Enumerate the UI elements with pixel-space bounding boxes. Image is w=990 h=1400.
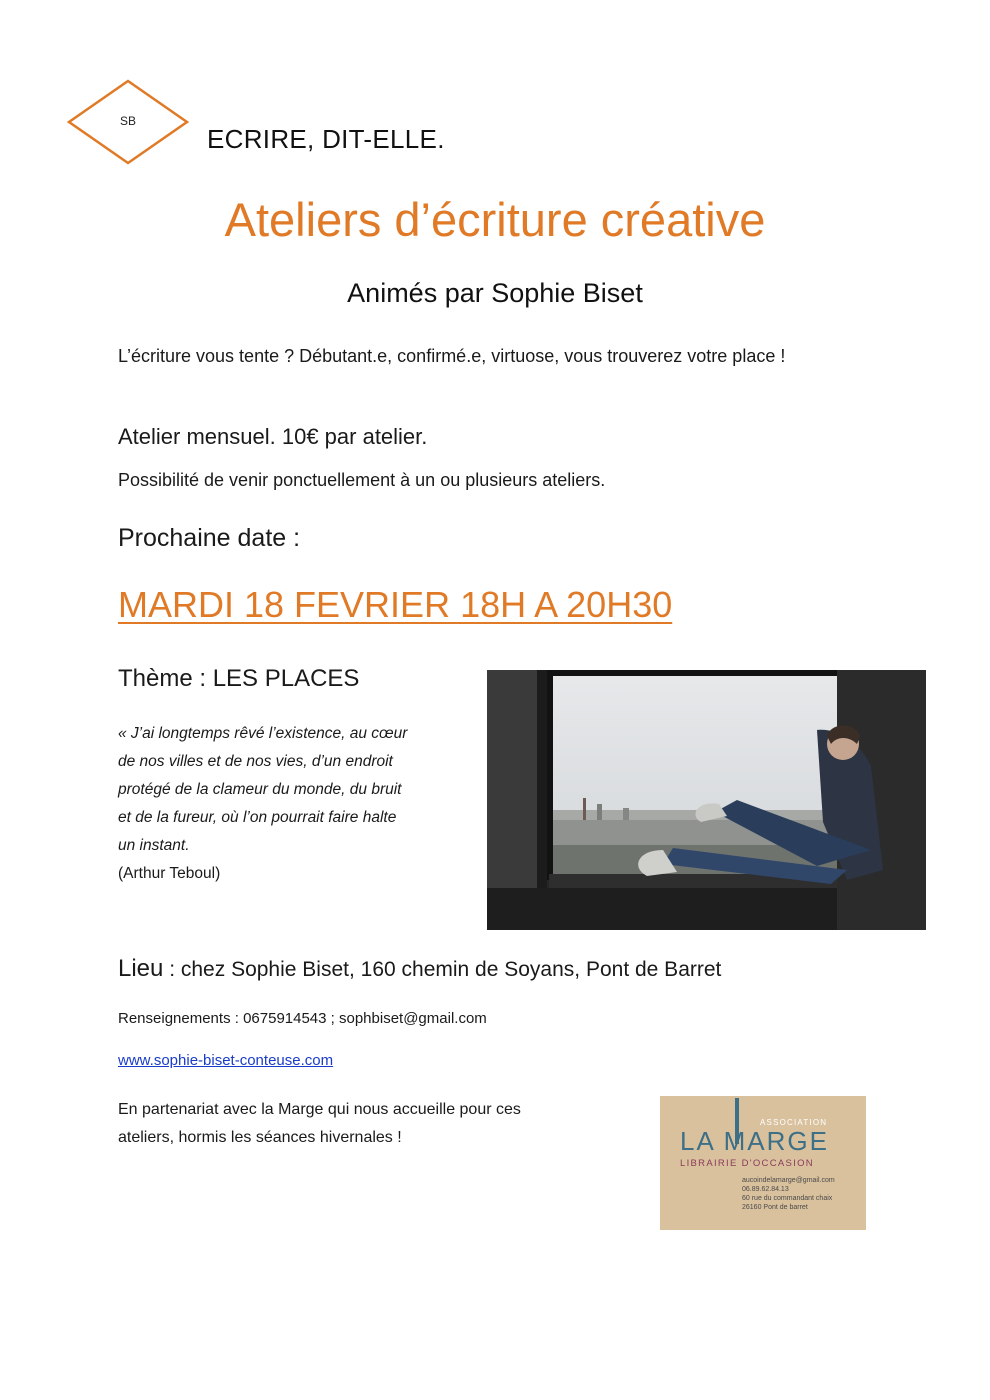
marge-name: LA MARGE <box>680 1126 829 1156</box>
partner-note <box>118 1096 618 1152</box>
quote-line: de nos villes et de nos vies, d’un endroit <box>118 753 393 770</box>
partner-line: En partenariat avec la Marge qui nous accueille pour ces <box>118 1101 521 1118</box>
website-link[interactable]: www.sophie-biset-conteuse.com <box>118 1052 334 1069</box>
marge-info-line: aucoindelamarge@gmail.com <box>742 1177 835 1184</box>
frequency-price: Atelier mensuel. 10€ par atelier. <box>118 424 428 449</box>
contact-info: Renseignements : 0675914543 ; sophbiset@gmail.com <box>118 1010 487 1027</box>
subtitle: Animés par Sophie Biset <box>347 278 643 308</box>
location <box>118 955 721 983</box>
quote-line: « J’ai longtemps rêvé l’existence, au cœur <box>118 725 408 742</box>
marge-info-line: 26160 Pont de barret <box>742 1204 808 1211</box>
quote-line: protégé de la clameur du monde, du bruit <box>118 781 402 798</box>
marge-info-line: 60 rue du commandant chaix <box>742 1195 833 1202</box>
location-address: : chez Sophie Biset, 160 chemin de Soyans, Pont de Barret <box>163 958 722 981</box>
marge-association: ASSOCIATION <box>760 1118 828 1127</box>
page-title: Ateliers d’écriture créative <box>224 193 766 246</box>
next-date-label: Prochaine date : <box>118 524 301 552</box>
marge-shop: LIBRAIRIE D'OCCASION <box>680 1158 814 1169</box>
marge-info <box>742 1176 835 1212</box>
quote-block <box>118 720 468 888</box>
theme-heading: Thème : LES PLACES <box>118 665 360 692</box>
quote-line: un instant. <box>118 837 190 854</box>
logo-text: SB <box>119 114 136 128</box>
partner-line: ateliers, hormis les séances hivernales ! <box>118 1129 402 1146</box>
location-label: Lieu <box>118 955 164 982</box>
la-marge-logo <box>660 1096 866 1230</box>
attendance-note: Possibilité de venir ponctuellement à un ou plusieurs ateliers. <box>118 470 606 490</box>
man-at-window-photo <box>487 670 926 930</box>
quote-line: et de la fureur, où l’on pourrait faire halte <box>118 809 397 826</box>
quote-author: (Arthur Teboul) <box>118 865 221 882</box>
brand-name: ECRIRE, DIT-ELLE. <box>207 124 445 154</box>
event-date: MARDI 18 FEVRIER 18H A 20H30 <box>118 584 673 625</box>
intro-text: L’écriture vous tente ? Débutant.e, confirmé.e, virtuose, vous trouverez votre place ! <box>118 346 786 366</box>
marge-info-line: 06.89.62.84.13 <box>742 1186 789 1193</box>
